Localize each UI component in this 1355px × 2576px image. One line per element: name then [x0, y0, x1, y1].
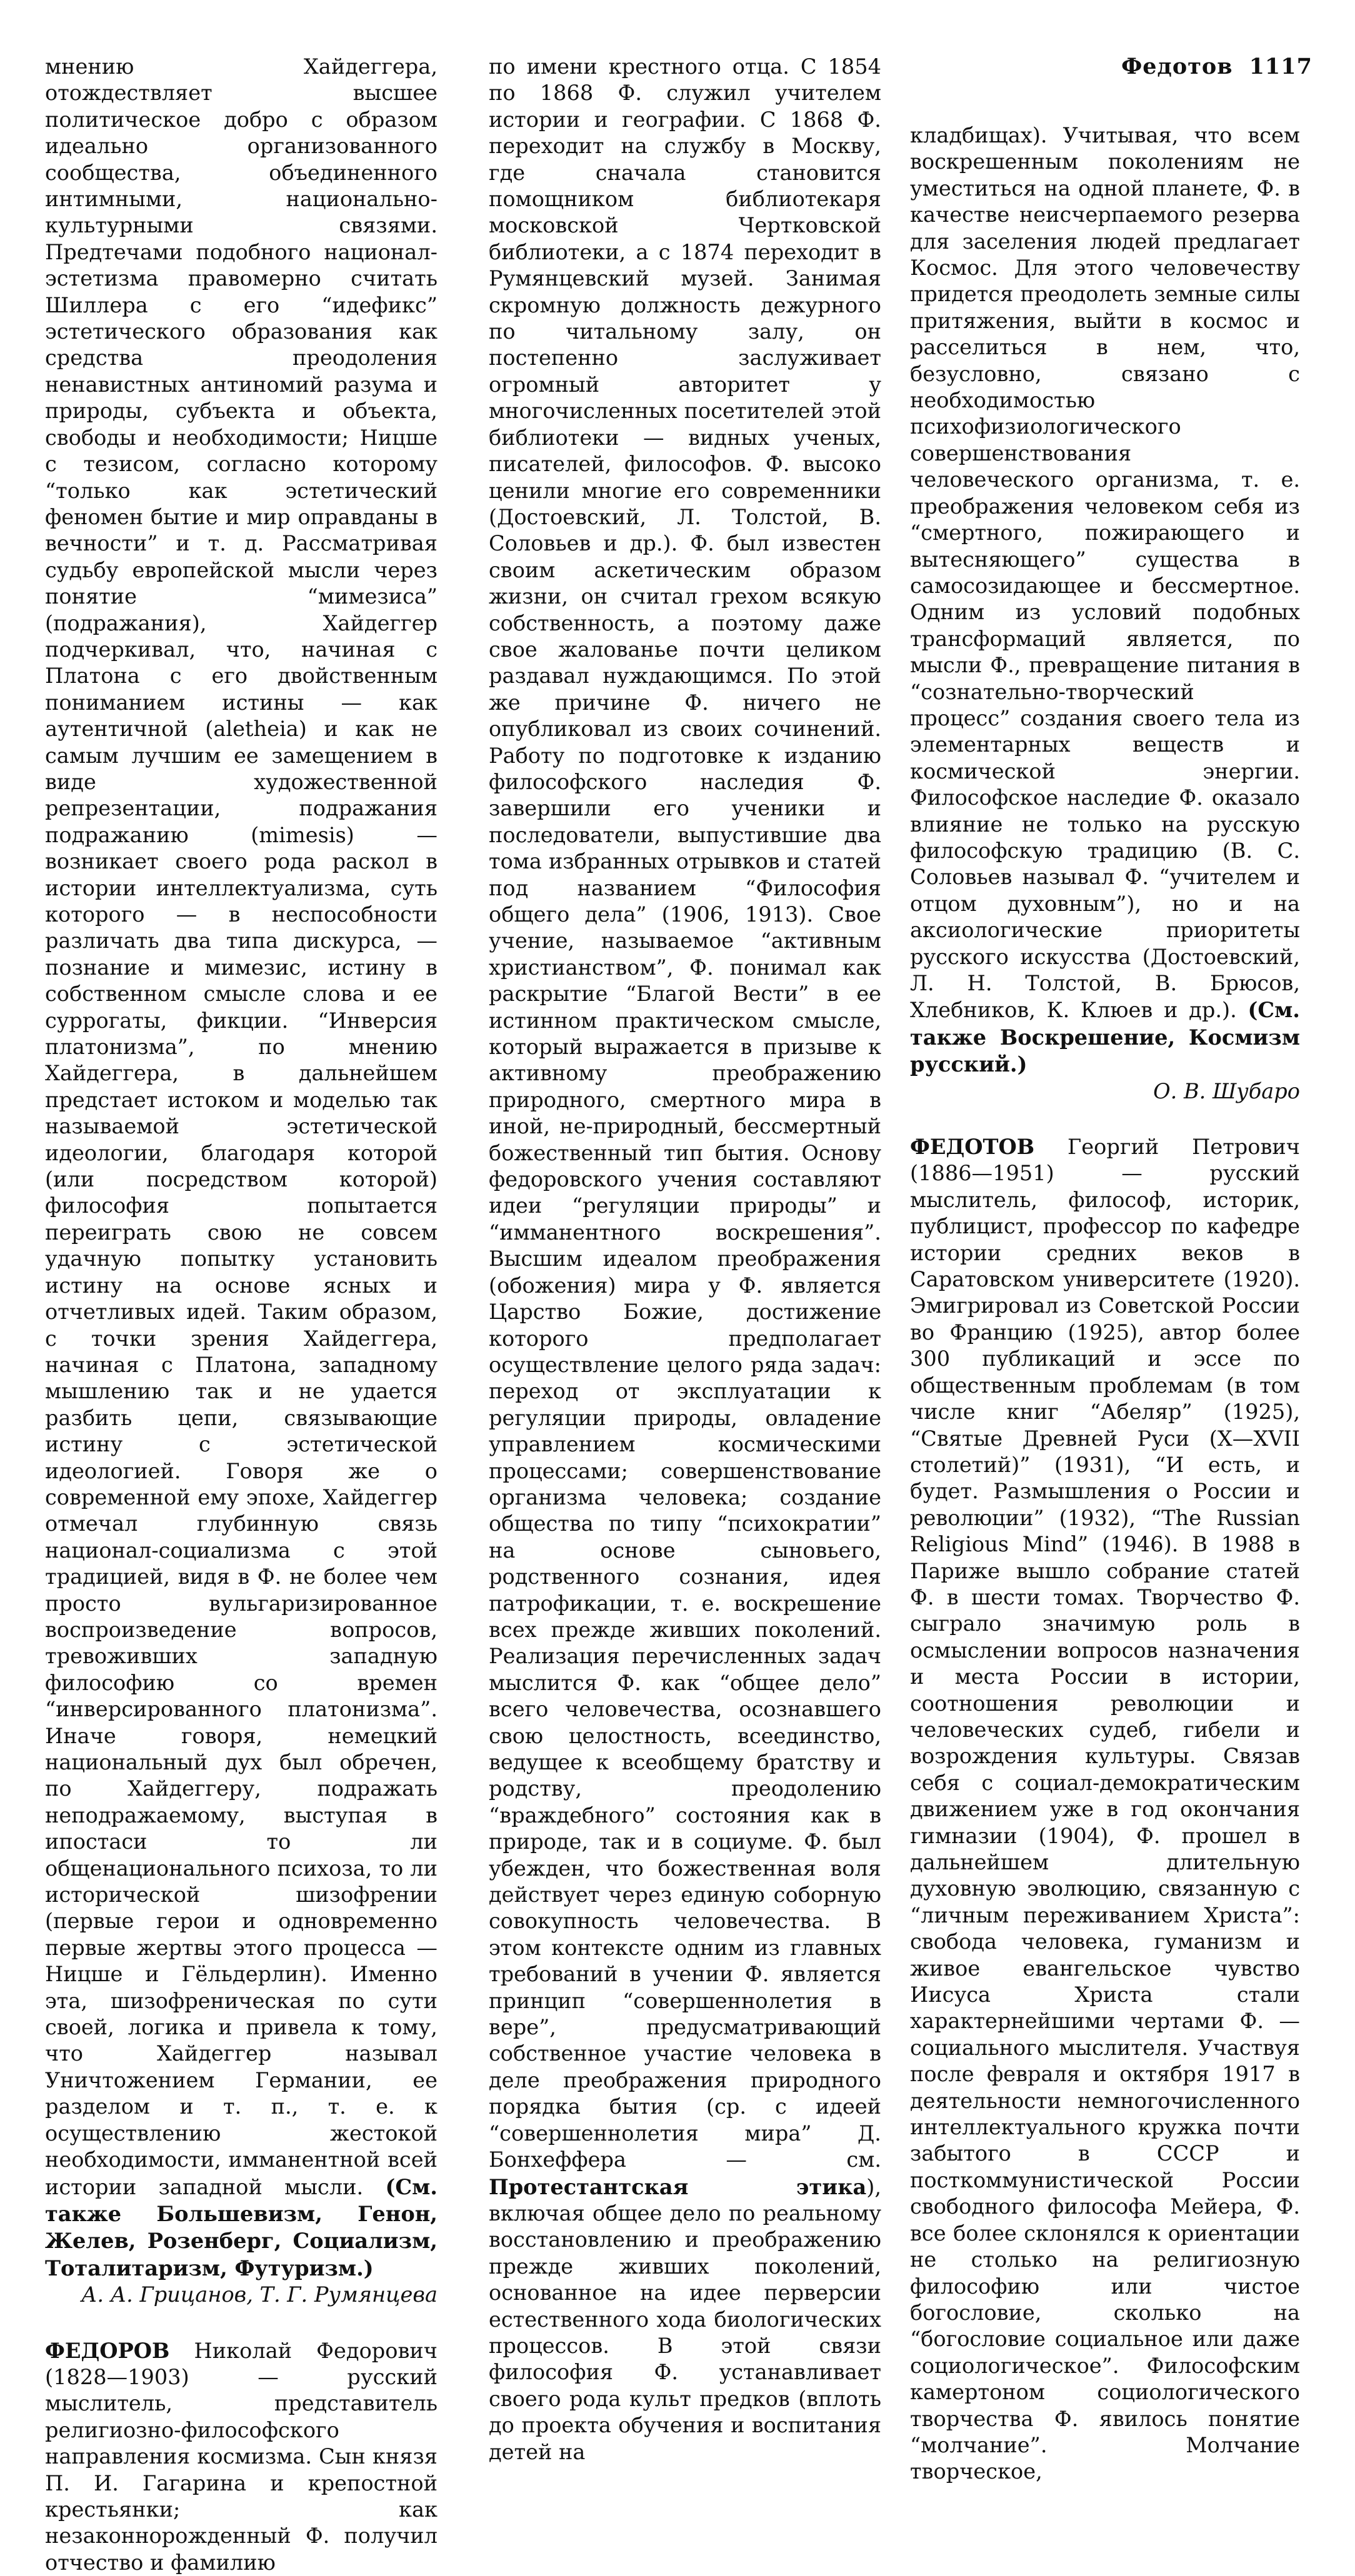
- running-title: Федотов: [1121, 54, 1233, 79]
- paragraph-text: кладбищах). Учитывая, что всем воскрешенным поколениям не уместиться на одной планете, Ф. в качестве неисчерпаемого резерва для заселения людей предлагает Космос. Для этого человечеству придется преодолеть земные силы притяжения, выйти в космос и расселиться в нем, что, безусловно, связано с необходимостью психофизиологического совершенствования человеческого организма, т. е. преображения человеком себя из “смертного, пожирающего и вытесняющего” существа в самосозидающее и бессмертное. Одним из условий подобных трансформаций является, по мысли Ф., превращение питания в “сознательно-творческий процесс” создания своего тела из элементарных веществ и космической энергии. Философское наследие Ф. оказало влияние не только на русскую философскую традицию (В. С. Соловьев называл Ф. “учителем и отцом духовным”), но и на аксиологические приоритеты русского искусства (Достоевский, Л. Н. Толстой, В. Брюсов, Хлебников, К. Клюев и др.).: [910, 123, 1300, 1023]
- entry-separator: [910, 1105, 1300, 1133]
- entry-fedorov-end: [910, 122, 1300, 1078]
- paragraph-text-cont: ), включая общее дело по реальному восстановлению и преображению прежде живших поколений, основанное на идее перверсии естественного хода биологических процессов. В этой связи философия Ф. устанавливает своего рода культ предков (вплоть до проекта обучения и воспитания детей на: [489, 2174, 881, 2464]
- paragraph-text: мнению Хайдеггера, отождествляет высшее политическое добро с образом идеально организованного сообщества, объединенного интимными, национально-культурными связями. Предтечами подобного национал-эстетизма правомерно считать Шиллера с его “идефикс” эстетического образования как средства преодоления ненавистных антиномий разума и природы, субъекта и объекта, свободы и необходимости; Ницше с тезисом, согласно которому “только как эстетический феномен бытие и мир оправданы в вечности” и т. д. Рассматривая судьбу европейской мысли через понятие “мимезиса” (подражания), Хайдеггер подчеркивал, что, начиная с Платона с его двойственным пониманием истины — как аутентичной (aletheia) и как не самым лучшим ее замещением в виде художественной репрезентации, подражания подражанию (mimesis) — возникает своего рода раскол в истории интеллектуализма, суть которого — в неспособности различать два типа дискурса, — познание и мимезис, истину в собственном смысле слова и ее суррогаты, фикции. “Инверсия платонизма”, по мнению Хайдеггера, в дальнейшем предстает истоком и моделью так называемой эстетической идеологии, благодаря которой (или посредством которой) философия попытается переиграть свою не совсем удачную попытку установить истину на основе ясных и отчетливых идей. Таким образом, с точки зрения Хайдеггера, начиная с Платона, западному мышлению так и не удается разбить цепи, связывающие истину с эстетической идеологией. Говоря же о современной ему эпохе, Хайдеггер отмечал глубинную связь национал-социализма с этой традицией, видя в Ф. не более чем просто вульгаризированное воспроизведение вопросов, тревоживших западную философию со времен “инверсированного платонизма”. Иначе говоря, немецкий национальный дух был обречен, по Хайдеггеру, подражать неподражаемому, выступая в ипостаси то ли общенационального психоза, то ли исторической шизофрении (первые герои и одновременно первые жертвы этого процесса — Ницше и Гёльдерлин). Именно эта, шизофреническая по сути своей, логика и привела к тому, что Хайдеггер называл Уничтожением Германии, ее разделом и т. п., т. е. к осуществлению жестокой необходимости, имманентной всей истории западной мысли.: [45, 54, 438, 2199]
- headword-fedorov: ФЕДОРОВ: [45, 2337, 170, 2363]
- cross-reference-link: Протестантская этика: [489, 2174, 867, 2199]
- column-1: [45, 54, 438, 2576]
- entry-fedotov-text: Георгий Петрович (1886—1951) — русский мыслитель, философ, историк, публицист, профессор по кафедре истории средних веков в Саратовском университете (1920). Эмигрировал из Советской России во Францию (1925), автор более 300 публикаций и эссе по общественным проблемам (в том числе книг “Абеляр” (1925), “Святые Древней Руси (X—XVII столетий)” (1931), “И есть, и будет. Размышления о России и революции” (1932), “The Russian Religious Mind” (1946). В 1988 в Париже вышло собрание статей Ф. в шести томах. Творчество Ф. сыграло значимую роль в осмыслении вопросов назначения и места России в истории, соотношения революции и человеческих судеб, гибели и возрождения культуры. Связав себя с социал-демократическим движением уже в год окончания гимназии (1904), Ф. прошел в дальнейшем длительную духовную эволюцию, связанную с “личным переживанием Христа”: свобода человека, гуманизм и живое евангельское чувство Иисуса Христа стали характернейшими чертами Ф. — социального мыслителя. Участвуя после февраля и октября 1917 в деятельности немногочисленного интеллектуального кружка почти забытого в СССР и посткоммунистической России свободного философа Мейера, Ф. все более склонялся к ориентации не столько на религиозную философию или чистое богословие, сколько на “богословие социальное или даже социологическое”. Философским камертоном социологического творчества Ф. явилось понятие “молчание”. Молчание творческое,: [910, 1135, 1300, 2484]
- author-signature: О. В. Шубаро: [1153, 1078, 1300, 1103]
- entry-fedorov-intro: Николай Федорович (1828—1903) — русский мыслитель, представитель религиозно-философского направления космизма. Сын князя П. И. Гагарина и крепостной крестьянки; как незаконнорожденный Ф. получил отчество и фамилию: [45, 2338, 438, 2575]
- see-also-references: (См. также Большевизм, Генон, Желев, Розенберг, Социализм, Тоталитаризм, Футуризм.): [45, 2174, 438, 2280]
- entry-fedotov: [910, 1133, 1300, 2485]
- running-header: [1121, 54, 1312, 79]
- column-3: [910, 122, 1300, 2485]
- entry-fedorov: [45, 2337, 438, 2576]
- entry-fedorov-continued: [489, 54, 881, 2465]
- entry-separator: [45, 2309, 438, 2337]
- column-2: [489, 54, 881, 2465]
- page-number: 1117: [1249, 54, 1312, 79]
- paragraph-national-aestheticism: [45, 54, 438, 2282]
- author-signature: А. А. Грицанов, Т. Г. Румянцева: [81, 2282, 438, 2307]
- headword-fedotov: ФЕДОТОВ: [910, 1134, 1035, 1160]
- see-also-references: (См. также Воскрешение, Космизм русский.): [910, 997, 1300, 1077]
- paragraph-text: по имени крестного отца. С 1854 по 1868 Ф. служил учителем истории и географии. С 1868 Ф. переходит на службу в Москву, где сначала становится помощником библиотекаря московской Чертковской библиотеки, а с 1874 переходит в Румянцевский музей. Занимая скромную должность дежурного по читальному залу, он постепенно заслуживает огромный авторитет у многочисленных посетителей этой библиотеки — видных ученых, писателей, философов. Ф. высоко ценили многие его современники (Достоевский, Л. Толстой, В. Соловьев и др.). Ф. был известен своим аскетическим образом жизни, он считал грехом всякую собственность, а поэтому даже свое жалованье почти целиком раздавал нуждающимся. По этой же причине Ф. ничего не опубликовал из своих сочинений. Работу по подготовке к изданию философского наследия Ф. завершили его ученики и последователи, выпустившие два тома избранных отрывков и статей под названием “Философия общего дела” (1906, 1913). Свое учение, называемое “активным христианством”, Ф. понимал как раскрытие “Благой Вести” в ее истинном практическом смысле, который выражается в призыве к активному преображению природного, смертного мира в иной, не-природный, бессмертный божественный тип бытия. Основу федоровского учения составляют идеи “регуляции природы” и “имманентного воскрешения”. Высшим идеалом преображения (обожения) мира у Ф. является Царство Божие, достижение которого предполагает осуществление целого ряда задач: переход от эксплуатации к регуляции природы, овладение управлением космическими процессами; совершенствование организма человека; создание общества по типу “психократии” на основе сыновьего, родственного сознания, идея патрофикации, т. е. воскрешение всех прежде живших поколений. Реализация перечисленных задач мыслится Ф. как “общее дело” всего человечества, осознавшего свою целостность, всеединство, ведущее к всеобщему братству и родству, преодолению “враждебного” состояния как в природе, так и в социуме. Ф. был убежден, что божественная воля действует через единую соборную совокупность человечества. В этом контексте одним из главных требований в учении Ф. является принцип “совершеннолетия в вере”, предусматривающий собственное участие человека в деле преображения природного порядка бытия (ср. с идеей “совершеннолетия мира” Д. Бонхеффера — см.: [489, 54, 881, 2172]
